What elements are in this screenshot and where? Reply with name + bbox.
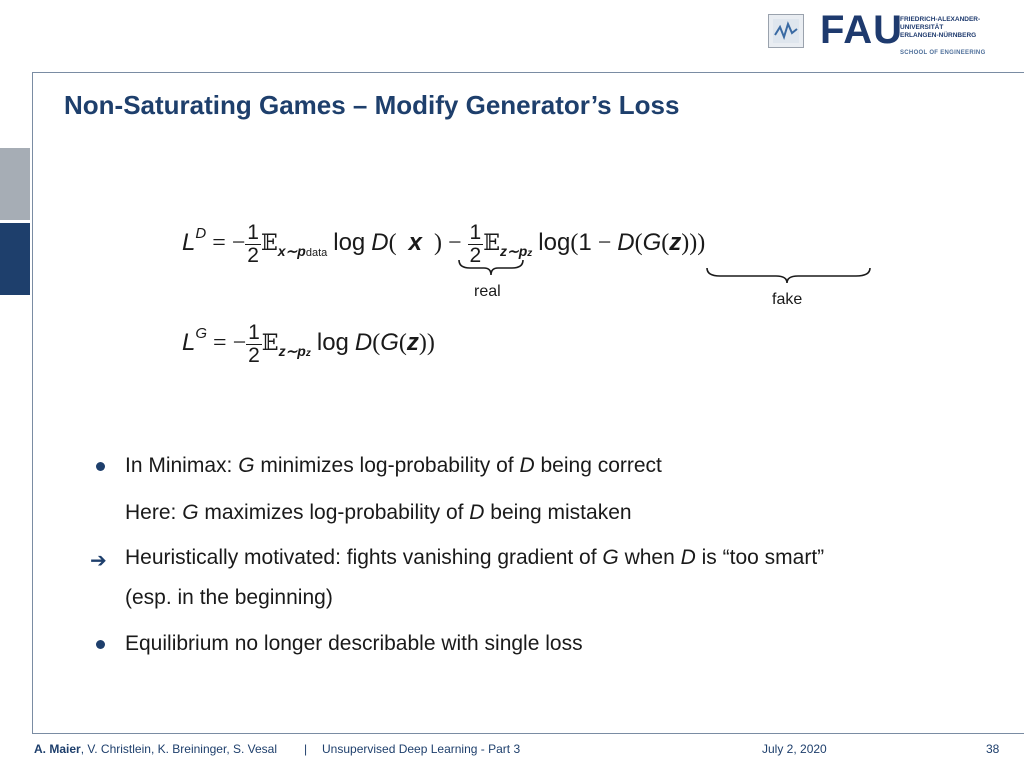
footer-date: July 2, 2020 (762, 742, 827, 756)
discriminator-loss-equation: $L^D$ = − $\frac{1}{2}$ 𝔼$_{x\sim pdata}$ log D( x ) − $\frac{1}{2}$ 𝔼$_{z\sim pz}$ log(1 − D(G(z))) (182, 221, 706, 267)
institute-logo-icon (768, 14, 804, 48)
bullet-here: Here: G maximizes log-probability of D being mistaken (125, 501, 632, 524)
side-tab-blue (0, 223, 30, 295)
bullet-dot (96, 640, 105, 649)
university-name: FRIEDRICH-ALEXANDER- UNIVERSITÄT ERLANGEN-NÜRNBERG (900, 16, 981, 39)
bullet-minimax: In Minimax: G minimizes log-probability of D being correct (125, 454, 662, 477)
fake-underbrace (704, 266, 874, 286)
real-label: real (474, 283, 501, 300)
school-name: SCHOOL OF ENGINEERING (900, 50, 986, 56)
footer-separator: | (304, 742, 308, 756)
page-number: 38 (986, 742, 1000, 756)
footer-course: Unsupervised Deep Learning - Part 3 (322, 742, 521, 756)
bullet-heuristic-cont: (esp. in the beginning) (125, 586, 333, 609)
arrow-bullet-icon: ➔ (90, 548, 107, 572)
side-tab-gray (0, 148, 30, 220)
real-underbrace (456, 258, 526, 278)
frame-left-rule (32, 72, 33, 734)
fake-label: fake (772, 291, 803, 308)
bullet-equilibrium: Equilibrium no longer describable with single loss (125, 632, 583, 655)
generator-loss-equation: $L^G$ = − $\frac{1}{2}$ 𝔼$_{z\sim pz}$ log D(G(z)) (182, 321, 435, 367)
frame-top-rule (32, 72, 1024, 73)
footer-authors: A. Maier, V. Christlein, K. Breininger, S. Vesal (34, 742, 278, 756)
slide-title: Non-Saturating Games – Modify Generator’s Loss (64, 90, 680, 120)
frame-bottom-rule (32, 733, 1024, 734)
bullet-dot (96, 462, 105, 471)
fau-logo: FAU (820, 8, 903, 52)
bullet-heuristic: Heuristically motivated: fights vanishing gradient of G when D is “too smart” (125, 546, 825, 569)
